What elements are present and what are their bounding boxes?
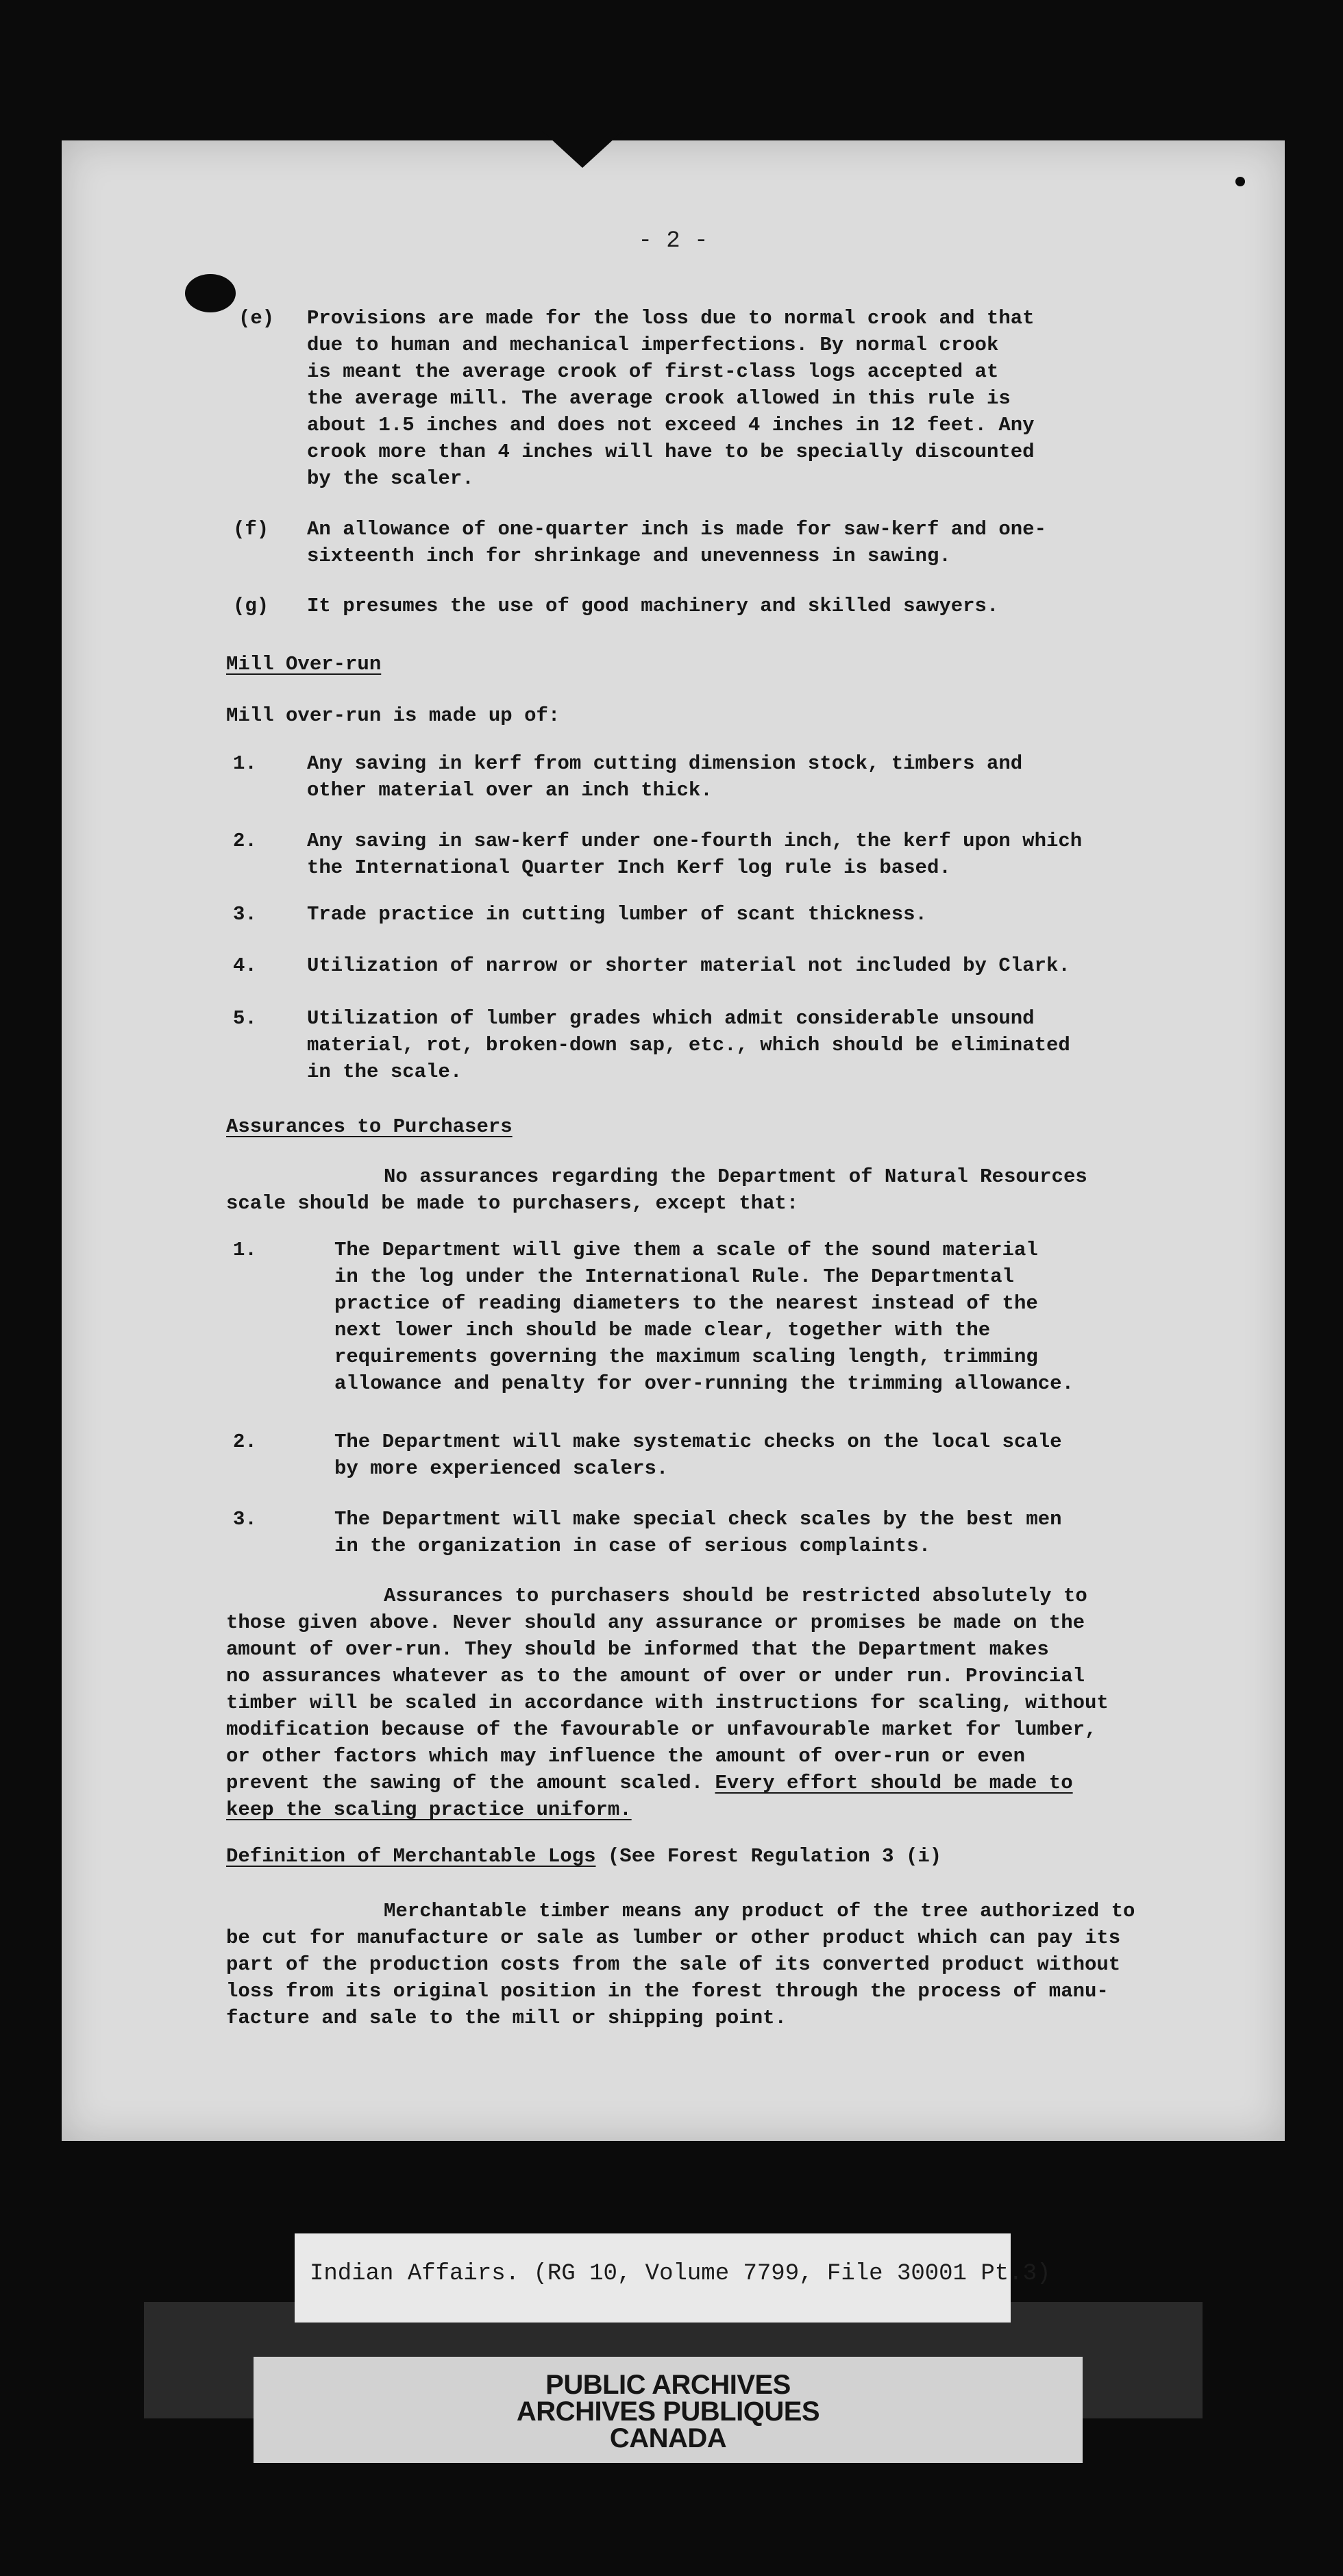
item-e-text: Provisions are made for the loss due to normal crook and that due to human and mechanical imperfections. By normal crook is meant the average crook of first-class logs accepted at the average mill. The average crook allowed in this rule is about 1.5 inches and does not exceed 4 inches in 12 feet. Any crook more than 4 inches will have to be specially discounted by the scaler.: [307, 307, 1035, 490]
assurance-item-3-text: The Department will make special check scales by the best men in the organization in case of serious complaints.: [334, 1508, 1062, 1557]
definition-heading: Definition of Merchantable Logs: [226, 1845, 596, 1868]
assurance-item-1-text: The Department will give them a scale of the sound material in the log under the International Rule. The Departmental practice of reading diameters to the nearest instead of the next lower inch should be made clear, together with the requirements governing the maximum scaling length, trimming allowance and penalty for over-running the trimming allowance.: [334, 1239, 1074, 1395]
archive-label-card: [295, 2233, 1051, 2323]
item-f-marker: (f): [233, 518, 269, 541]
punch-hole: [185, 274, 236, 312]
definition-heading-line: [226, 1843, 941, 1870]
stamp-line-1: PUBLIC ARCHIVES: [545, 2370, 791, 2400]
assurances-heading: Assurances to Purchasers: [226, 1115, 513, 1138]
assurances-intro: No assurances regarding the Department of Natural Resources scale should be made to purchasers, except that:: [226, 1165, 1087, 1215]
item-g-text: It presumes the use of good machinery and skilled sawyers.: [307, 595, 999, 617]
assurance-item-1-marker: 1.: [233, 1239, 257, 1261]
stamp-line-3: CANADA: [609, 2423, 727, 2453]
definition-paragraph: Merchantable timber means any product of the tree authorized to be cut for manufacture or sale as lumber or other product which can pay its part of the production costs from the sale of its converted product without loss from its original position in the forest through the process of manu- facture and sale to the mill or shipping point.: [226, 1900, 1135, 2029]
mill-overrun-heading: Mill Over-run: [226, 653, 382, 676]
assurance-item-2-text: The Department will make systematic checks on the local scale by more experienced scalers.: [334, 1431, 1062, 1480]
mill-item-2-marker: 2.: [233, 830, 257, 852]
archives-stamp: [254, 2357, 1083, 2463]
document-page: [62, 140, 1285, 2141]
page-number: - 2 -: [638, 228, 709, 254]
definition-heading-note: (See Forest Regulation 3 (i): [607, 1845, 942, 1868]
stamp-line-2: ARCHIVES PUBLIQUES: [516, 2397, 820, 2427]
assurance-item-2-marker: 2.: [233, 1431, 257, 1453]
mill-overrun-intro: Mill over-run is made up of:: [226, 704, 560, 727]
mill-item-4-marker: 4.: [233, 954, 257, 977]
mill-item-3-text: Trade practice in cutting lumber of scant thickness.: [307, 903, 927, 926]
para-emphasis-end: keep the scaling practice uniform.: [226, 1798, 632, 1821]
mill-item-5-marker: 5.: [233, 1007, 257, 1030]
item-f-text: An allowance of one-quarter inch is made for saw-kerf and one- sixteenth inch for shrinkage and unevenness in sawing.: [307, 518, 1046, 567]
speck: [1235, 177, 1245, 186]
item-g-marker: (g): [233, 595, 269, 617]
archive-reference: Indian Affairs. (RG 10, Volume 7799, File 30001 Pt.3): [310, 2261, 1051, 2287]
assurances-paragraph: Assurances to purchasers should be restricted absolutely to those given above. Never should any assurance or promises be made on the amount of over-run. They should be informed that the Department makes no assurances whatever as to the amount of over or under run. Provincial timber will be scaled in accordance with instructions for scaling, without modification because of the favourable or unfavourable market for lumber, or other factors which may influence the amount of over-run or even prevent the sawing of the amount scaled. Every effort should be made to keep the scaling practice uniform.: [226, 1583, 1109, 1823]
mill-item-1-text: Any saving in kerf from cutting dimension stock, timbers and other material over an inch thick.: [307, 752, 1023, 802]
item-e-marker: (e): [238, 307, 275, 330]
paper-notch: [541, 130, 624, 168]
assurance-item-3-marker: 3.: [233, 1508, 257, 1531]
mill-item-5-text: Utilization of lumber grades which admit considerable unsound material, rot, broken-down sap, etc., which should be eliminated in the scale.: [307, 1007, 1070, 1083]
para-emphasis: Every effort should be made to: [715, 1772, 1073, 1794]
mill-item-2-text: Any saving in saw-kerf under one-fourth inch, the kerf upon which the International Quarter Inch Kerf log rule is based.: [307, 830, 1083, 879]
para-last-plain: prevent the sawing of the amount scaled.: [226, 1772, 704, 1794]
mill-item-4-text: Utilization of narrow or shorter material not included by Clark.: [307, 954, 1070, 977]
mill-item-1-marker: 1.: [233, 752, 257, 775]
mill-item-3-marker: 3.: [233, 903, 257, 926]
